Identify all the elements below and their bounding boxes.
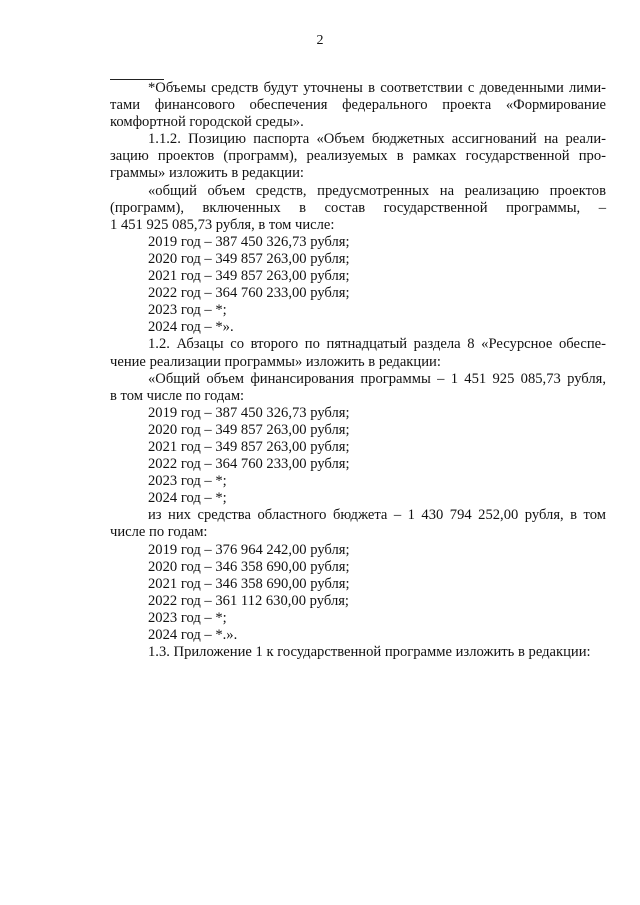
year-line: 2022 год – 364 760 233,00 рубля;: [148, 456, 350, 473]
paragraph-line: 1.3. Приложение 1 к государственной программе изложить в редакции:: [148, 644, 591, 661]
year-line: 2019 год – 376 964 242,00 рубля;: [148, 541, 350, 558]
year-line: 2023 год – *;: [148, 473, 227, 490]
quote-total-amount: [110, 183, 606, 234]
paragraph-line: 1 451 925 085,73 рубля, в том числе:: [110, 216, 335, 233]
year-line: 2024 год – *.».: [148, 627, 238, 643]
paragraph-line: чение реализации программы» изложить в редакции:: [110, 353, 441, 370]
year-line: 2022 год – 361 112 630,00 рубля;: [148, 592, 349, 609]
paragraph-1-3: [110, 644, 606, 661]
footnote-line: *Объемы средств будут уточнены в соответствии с доведенными лими-: [148, 80, 606, 96]
year-line: 2023 год – *;: [148, 302, 227, 319]
year-line: 2019 год – 387 450 326,73 рубля;: [148, 233, 350, 250]
year-line: 2022 год – 364 760 233,00 рубля;: [148, 285, 350, 302]
footnote-line: тами финансового обеспечения федерального проекта «Формирование: [110, 97, 606, 114]
year-line: 2019 год – 387 450 326,73 рубля;: [148, 404, 350, 421]
year-line: 2021 год – 346 358 690,00 рубля;: [148, 575, 350, 592]
year-line: 2024 год – *;: [148, 490, 227, 507]
footnote-line: комфортной городской среды».: [110, 114, 304, 131]
year-line: 2023 год – *;: [148, 609, 227, 626]
paragraph-line: «общий объем средств, предусмотренных на реализацию проектов: [148, 182, 606, 199]
paragraph-1-2: [110, 336, 606, 370]
footnote: [110, 80, 606, 131]
year-line: 2020 год – 349 857 263,00 рубля;: [148, 250, 350, 267]
paragraph-line: (программ), включенных в состав государственной программы, –: [110, 199, 606, 216]
paragraph-line: граммы» изложить в редакции:: [110, 165, 304, 182]
year-line: 2020 год – 346 358 690,00 рубля;: [148, 558, 350, 575]
page-number: 2: [316, 33, 324, 48]
paragraph-line: из них средства областного бюджета – 1 430 794 252,00 рубля, в том: [148, 507, 606, 524]
year-line: 2021 год – 349 857 263,00 рубля;: [148, 438, 350, 455]
paragraph-line: числе по годам:: [110, 524, 208, 541]
year-line: 2020 год – 349 857 263,00 рубля;: [148, 421, 350, 438]
year-line: 2024 год – *».: [148, 319, 234, 336]
paragraph-line: в том числе по годам:: [110, 387, 245, 404]
paragraph-line: 1.1.2. Позицию паспорта «Объем бюджетных ассигнований на реали-: [148, 131, 606, 148]
document-body: [110, 80, 606, 661]
paragraph-1-1-2: [110, 131, 606, 182]
paragraph-line: 1.2. Абзацы со второго по пятнадцатый раздела 8 «Ресурсное обеспе-: [148, 336, 606, 353]
year-line: 2021 год – 349 857 263,00 рубля;: [148, 268, 350, 285]
quote-program-funding: [110, 371, 606, 405]
paragraph-regional-budget: [110, 507, 606, 541]
paragraph-line: «Общий объем финансирования программы – 1 451 925 085,73 рубля,: [148, 370, 606, 387]
paragraph-line: зацию проектов (программ), реализуемых в рамках государственной про-: [110, 148, 606, 165]
